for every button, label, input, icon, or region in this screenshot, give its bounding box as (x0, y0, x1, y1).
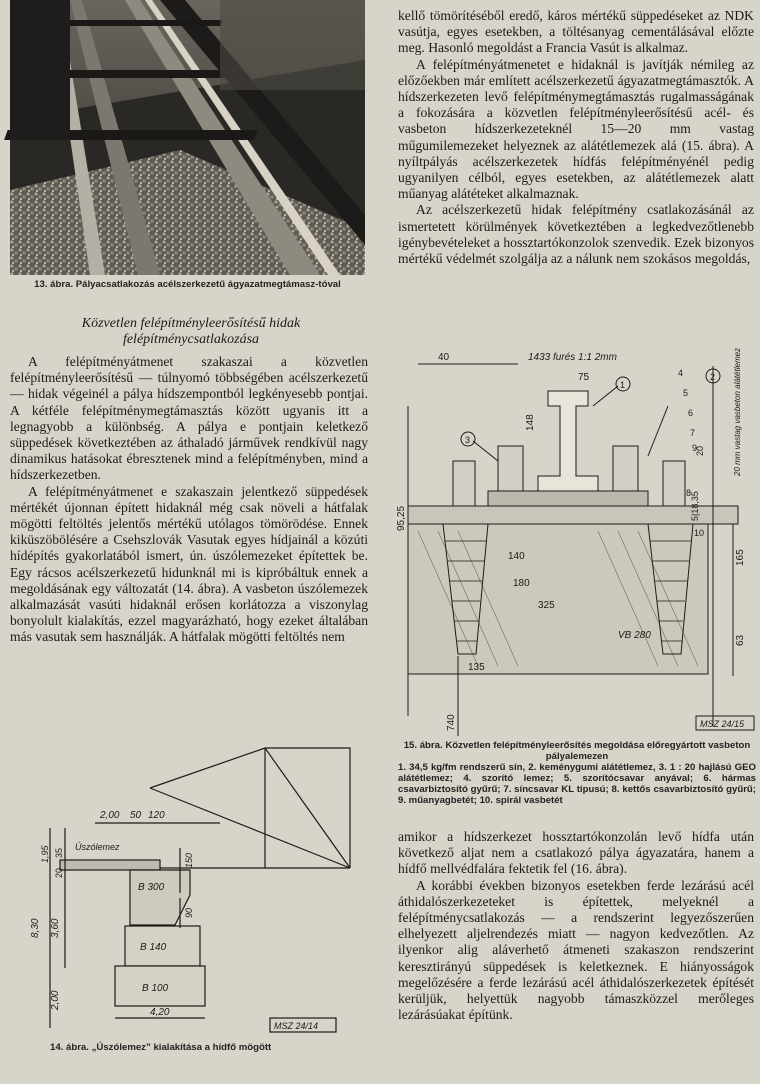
dim-20: 20 (695, 445, 705, 456)
label-9: 9 (692, 443, 698, 453)
label-3: 3 (465, 435, 471, 445)
right-column-text-top (398, 8, 754, 267)
dim-518: 5|18,35 (690, 491, 700, 521)
dim-740: 740 (446, 714, 457, 731)
figure-13-photo (10, 0, 365, 275)
label-uszolemez: Úszólemez (75, 842, 120, 852)
paragraph: Az acélszerkezetű hidak felépítmény csatlakozásánál az ismertetett körülmények következtében a legkedvezőtlenebb igénybevételeket a hossztartókonzolok szenvedik. Ezek bizonyos mértékű védelmét szolgálja az a nálunk nem szokásos megoldás, (398, 202, 754, 267)
figure-15-caption (398, 740, 756, 806)
paragraph: amikor a hídszerkezet hossztartókonzolán levő hídfa után következő aljat nem a csatlakozó pálya ágyazatára, hanem a hídfő mellvédfalára fektetik fel (16. ábra). (398, 829, 754, 877)
paragraph: kellő tömörítéséből eredő, káros mértékű süppedéseket az NDK vasútja, egyes esetekben, a töltésanyag cementálásával előzte meg. Hasonló megoldást a Francia Vasút is alkalmaz. (398, 8, 754, 56)
rail-fastening-section (398, 346, 756, 738)
dim-9525: 95,25 (396, 505, 407, 531)
label-5: 5 (683, 388, 689, 398)
dim-135: 135 (468, 662, 485, 673)
label-4: 4 (678, 368, 684, 378)
dim-165: 165 (735, 549, 746, 566)
figure-15-drawing (398, 346, 756, 738)
section-heading-line2: felépítménycsatlakozása (122, 332, 260, 347)
figure-15-caption-title: 15. ábra. Közvetlen felépítményleerősítés megoldása előregyártott vasbeton pályalemezen (403, 740, 751, 762)
paragraph: A korábbi években bizonyos esetekben ferde lezárású acél áthidalószerkezeteket is építettek, melyeknél a felépítménycsatlakozás — a rendszerint legyezőszerűen elhelyezett aljelrendezés miatt — nagyon kedvezőtlen. Az ilyenkor alig aláverhető átmeneti szakaszon rendszerint keresztirányú süppedések is keletkeznek. E hiányosságok megelőzésére a ferde lezárású acél áthidalószerkezetek építését kerüljük, helyettük nagyobb támaszközzel merőleges lezárásúakat építünk. (398, 877, 754, 1023)
paragraph: A felépítményátmenet e szakaszain jelentkező süppedések mértékét újonnan épített hidaknál még csak növeli a hátfalak mögötti feltöltés jelentős mértékű utólagos tömörödése. Ennek kiküszöbölésére a Csehszlovák Vasutak egyes hídjainál a közúti hídépítés gyakorlatából ismert, ún. úszólemezeket építettek be. Egy rácsos acélszerkezetű hidunknál mi is kipróbáltuk ennek a megoldásának egy változatát (14. ábra). A vasbeton úszólemezek alkalmazását vasúti hidaknál erősen korlátozza a viszonylag bonyolult kialakítás, ezzel magyarázható, hogy ezeket általában más vasutak sem használják. A hátfalak mögötti feltöltés nem (10, 483, 368, 645)
label-8: 8 (686, 488, 692, 498)
stamp-msz-24-15: MSZ 24/15 (700, 719, 745, 729)
dim-180: 180 (513, 578, 530, 589)
left-column-text (10, 354, 368, 646)
label-b140: B 140 (140, 942, 167, 953)
dim-200: 2,00 (100, 810, 120, 821)
stamp-msz-24-14: MSZ 24/14 (274, 1021, 319, 1031)
label-6: 6 (688, 408, 694, 418)
dim-35: 35 (54, 847, 64, 858)
paragraph: A felépítményátmenet szakaszai a közvetlen felépítményleerősítésű — túlnyomó többségében acélszerkezetű — hidak végeinél a pálya hídszempontból legkényesebb pontjai. A kétféle felépítménymegtámasztás között ugyanis itt a legnagyobb a különbség. A pálya e pontjain keletkező süppedések következtében az áthaladó járművek rendkívül nagy dinamikus hatásokat ébresztenek mind a felépítményben, mind a hídszerkezetben. (10, 354, 368, 483)
dim-20: 20 (54, 867, 64, 878)
dim-90: 90 (184, 907, 194, 918)
dim-195: 1,95 (40, 845, 50, 863)
dim-1433: 1433 furés 1:1 2mm (528, 352, 617, 363)
label-1: 1 (620, 380, 626, 390)
abutment-approach-slab (20, 728, 365, 1038)
figure-14-drawing (20, 728, 365, 1038)
section-heading-line1: Közvetlen felépítményleerősítésű hidak (81, 316, 301, 331)
note-20mm: 20 mm vastag vasbeton alátétlemez (733, 347, 742, 476)
dim-vb280: VB 280 (618, 630, 651, 641)
figure-14-caption: 14. ábra. „Úszólemez” kialakítása a hídfő mögött (50, 1042, 272, 1053)
dim-50: 50 (130, 810, 142, 821)
dim-360: 3,60 (50, 918, 61, 938)
section-heading (10, 316, 372, 348)
dim-75: 75 (578, 372, 590, 383)
dim-150: 150 (184, 852, 194, 868)
track-photo-illustration (10, 0, 365, 275)
figure-13-caption: 13. ábra. Pályacsatlakozás acélszerkezetű ágyazatmegtámasz-tóval (34, 279, 341, 290)
right-column-text-bottom (398, 829, 754, 1023)
dim-200-vertical: 2,00 (50, 990, 61, 1010)
figure-15-caption-list: 1. 34,5 kg/fm rendszerű sín, 2. keménygumi alátétlemez, 3. 1 : 20 hajlású GEO alátétlemez; 4. szorító lemez; 5. szorítócsavar anyával; 6. hármas csavarbiztosító gyűrű; 7. síncsavar KL típusú; 8. kettős csavarbiztosító gyűrű; 9. műanyagbetét; 10. spirál vasbetét (398, 762, 756, 806)
dim-420: 4,20 (150, 1007, 170, 1018)
dim-830: 8,30 (30, 918, 41, 938)
label-b300: B 300 (138, 882, 165, 893)
label-10: 10 (694, 528, 705, 538)
label-2: 2 (710, 372, 716, 382)
label-b100: B 100 (142, 983, 169, 994)
paragraph: A felépítményátmenetet e hidaknál is javítják némileg az előzőekben már említett acélszerkezetű ágyazatmegtámasztók. A hídszerkezeten levő felépítménymegtámasztás rugalmasságának a fokozására a közvetlen felépítményleerősítésű acél- és vasbeton hídszerkezeteknél 15—20 mm vastag műgumilemezeket helyeznek az alátétlemezek alá (15. ábra). A nyíltpályás acélszerkezetek hídfás felépítményénél pedig ugyanilyen célból, egyes esetekben, az alátétlemezek alatt műanyag alátéteket alkalmaznak. (398, 56, 754, 202)
dim-120: 120 (148, 810, 165, 821)
dim-63: 63 (735, 634, 746, 646)
dim-148: 148 (525, 414, 536, 431)
dim-325: 325 (538, 600, 555, 611)
label-7: 7 (690, 428, 696, 438)
dim-140: 140 (508, 551, 525, 562)
dim-40: 40 (438, 352, 450, 363)
